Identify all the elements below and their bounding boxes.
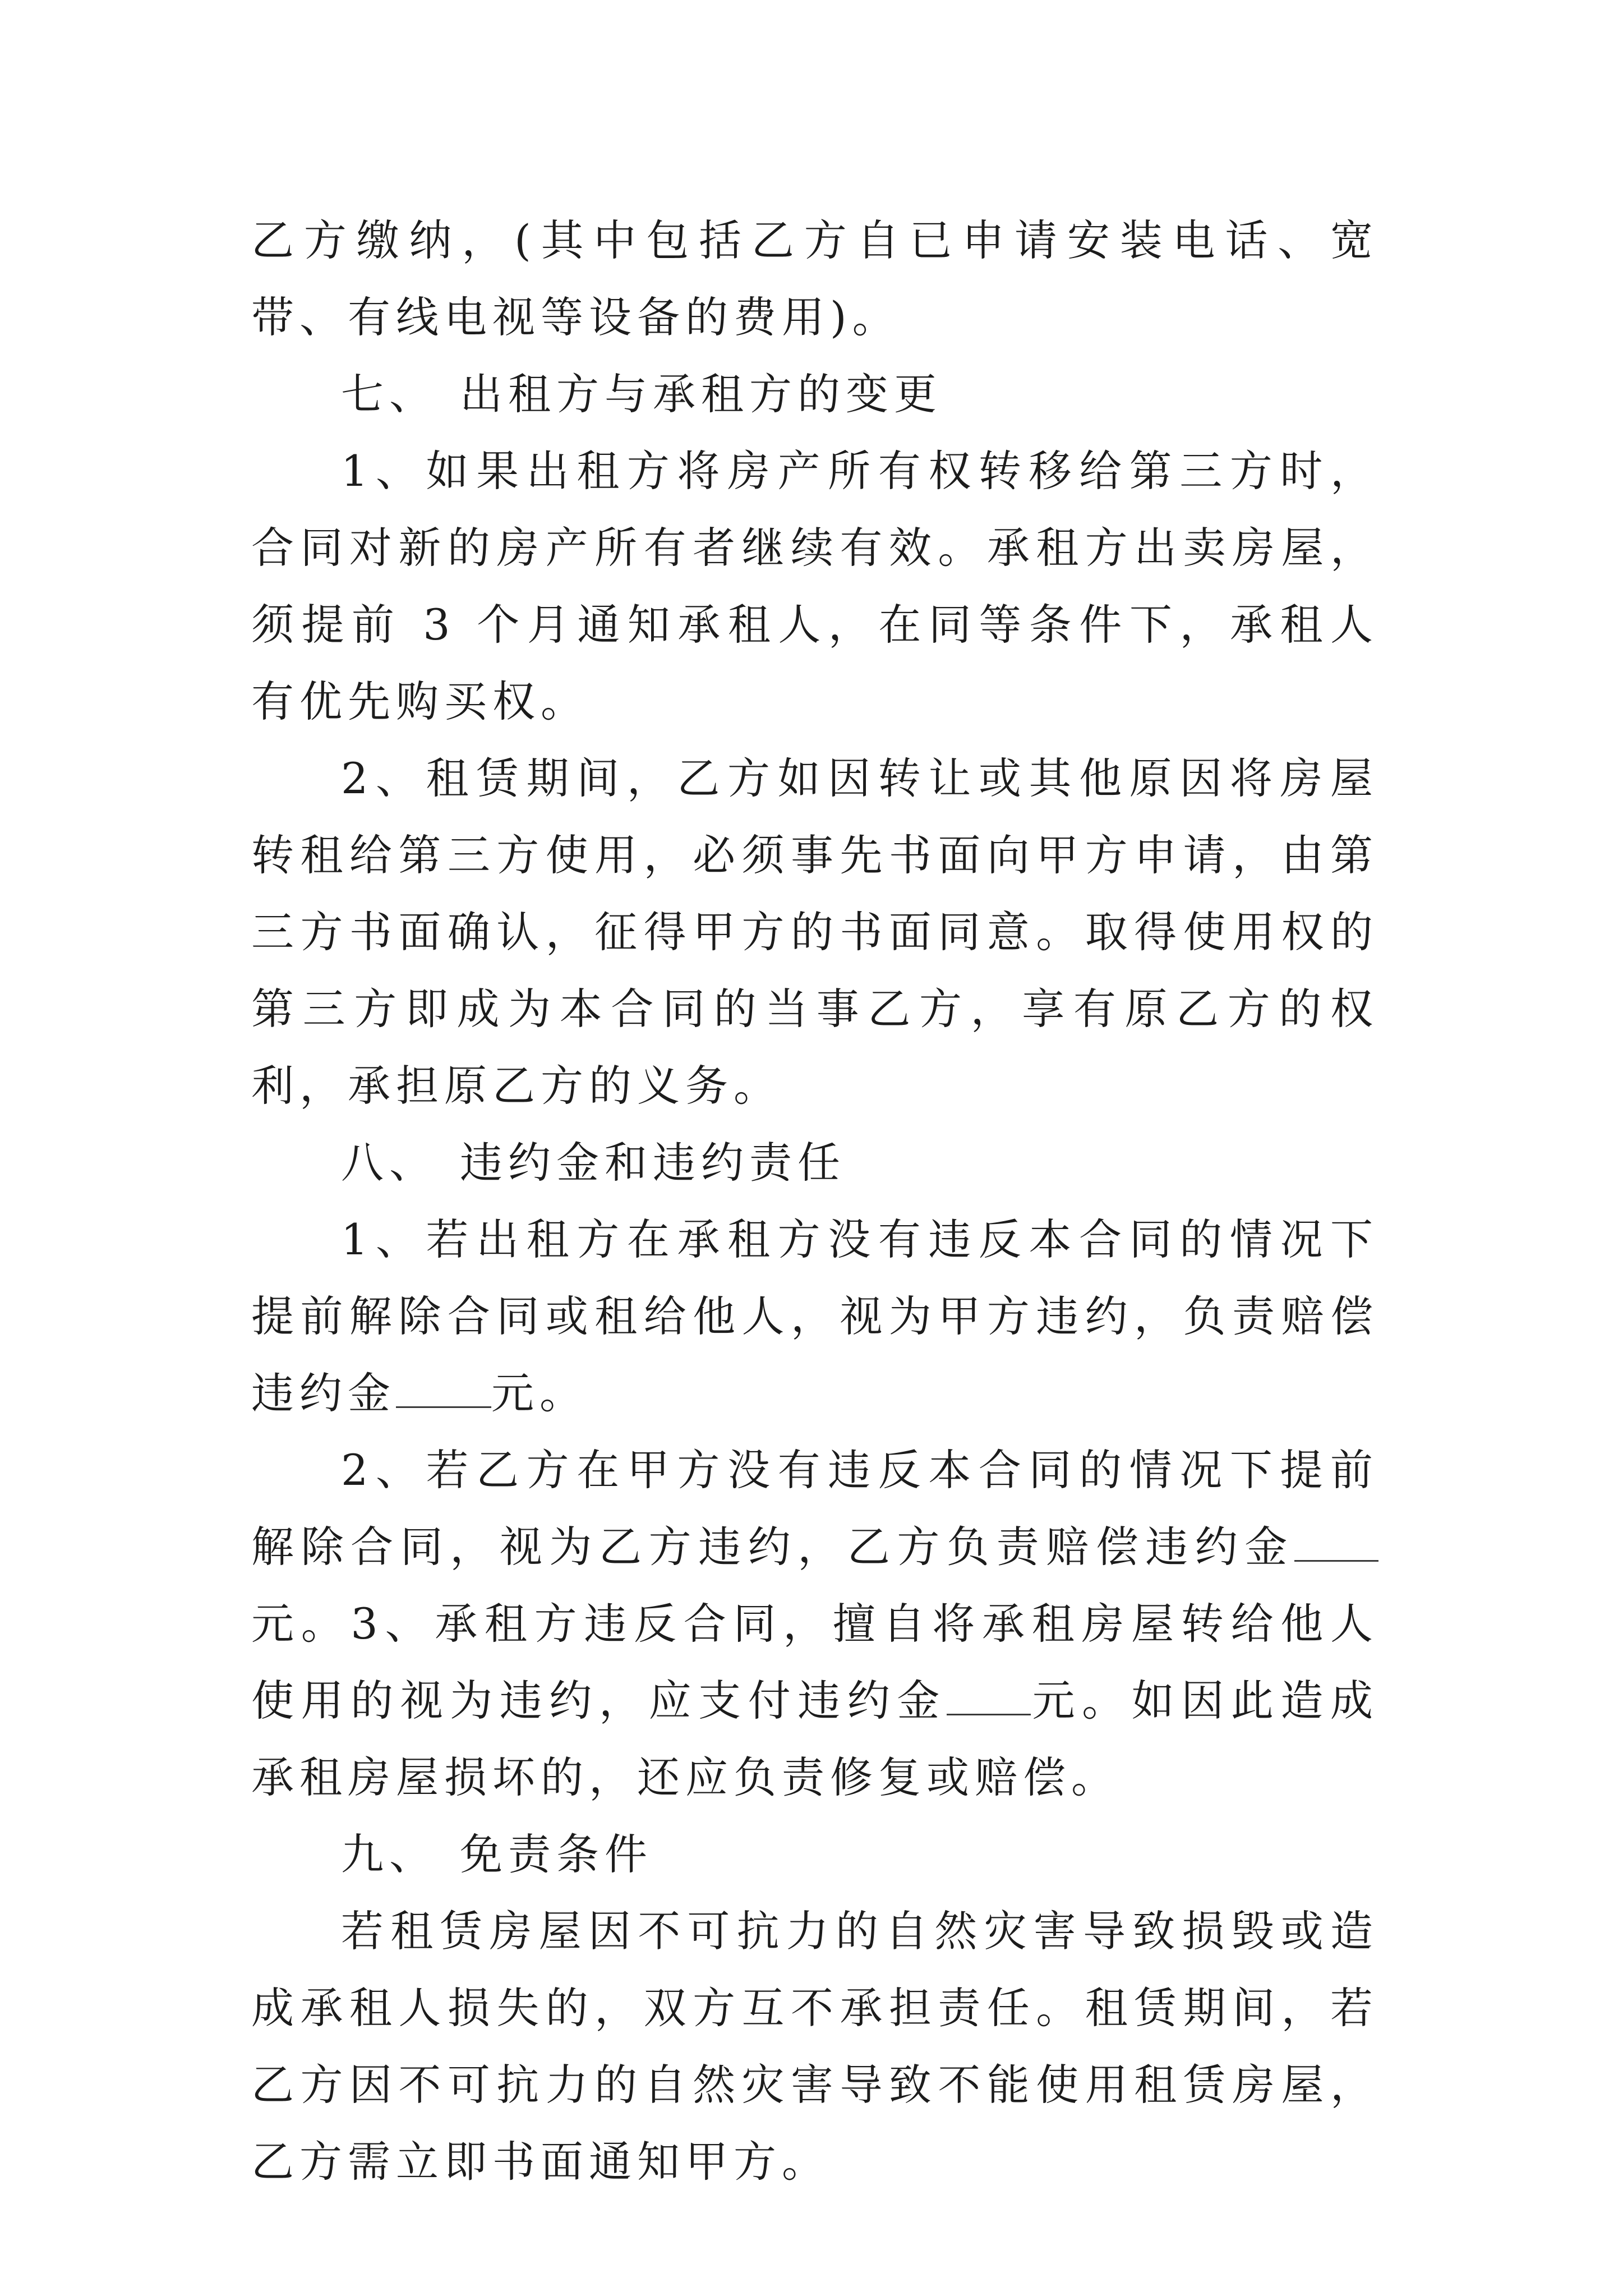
section-9-heading — [251, 1816, 1378, 1893]
clause-7-1 — [251, 432, 1378, 740]
section-9-number: 九、 — [341, 1829, 437, 1879]
penalty-amount-blank-1 — [396, 1373, 491, 1408]
section-7-number: 七、 — [341, 369, 437, 419]
paragraph-fees — [251, 202, 1378, 356]
clause-7-1-text: 1、如果出租方将房产所有权转移给第三方时，合同对新的房产所有者继续有效。承租方出卖房屋，须提前 3 个月通知承租人，在同等条件下，承租人有优先购买权。 — [251, 446, 1378, 726]
clause-8-1-text: 1、若出租方在承租方没有违反本合同的情况下提前解除合同或租给他人，视为甲方违约，负责赔偿违约金 — [251, 1214, 1378, 1418]
clause-7-2 — [251, 740, 1378, 1124]
penalty-amount-blank-3 — [947, 1680, 1031, 1715]
document-body — [251, 202, 1378, 2200]
paragraph-fees-text: 乙方缴纳，(其中包括乙方自已申请安装电话、宽带、有线电视等设备的费用)。 — [251, 215, 1378, 342]
section-7-title: 出租方与承租方的变更 — [460, 369, 942, 419]
section-9-title: 免责条件 — [460, 1829, 653, 1879]
section-8-number: 八、 — [341, 1138, 437, 1188]
clause-9 — [251, 1893, 1378, 2200]
clause-8-3-text: 元。3、承租方违反合同，擅自将承租房屋转给他人使用的视为违约，应支付违约金 — [251, 1599, 1378, 1726]
penalty-amount-blank-2 — [1294, 1526, 1378, 1562]
clause-8-1 — [251, 1201, 1378, 1432]
clause-7-2-text: 2、租赁期间，乙方如因转让或其他原因将房屋转租给第三方使用，必须事先书面向甲方申请，由第三方书面确认，征得甲方的书面同意。取得使用权的第三方即成为本合同的当事乙方，享有原乙方的权利，承担原乙方的义务。 — [251, 753, 1378, 1111]
clause-9-text: 若租赁房屋因不可抗力的自然灾害导致损毁或造成承租人损失的，双方互不承担责任。租赁期间，若乙方因不可抗力的自然灾害导致不能使用租赁房屋，乙方需立即书面通知甲方。 — [251, 1906, 1378, 2187]
clause-8-2 — [251, 1432, 1378, 1816]
clause-8-2-text: 2、若乙方在甲方没有违反本合同的情况下提前解除合同，视为乙方违约，乙方负责赔偿违约金 — [251, 1445, 1378, 1572]
section-8-heading — [251, 1124, 1378, 1201]
clause-8-1-unit: 元。 — [491, 1368, 588, 1418]
section-8-title: 违约金和违约责任 — [460, 1138, 846, 1188]
section-7-heading — [251, 356, 1378, 432]
clause-8-3-tail: 元。如因此造成承租房屋损坏的，还应负责修复或赔偿。 — [251, 1676, 1378, 1802]
